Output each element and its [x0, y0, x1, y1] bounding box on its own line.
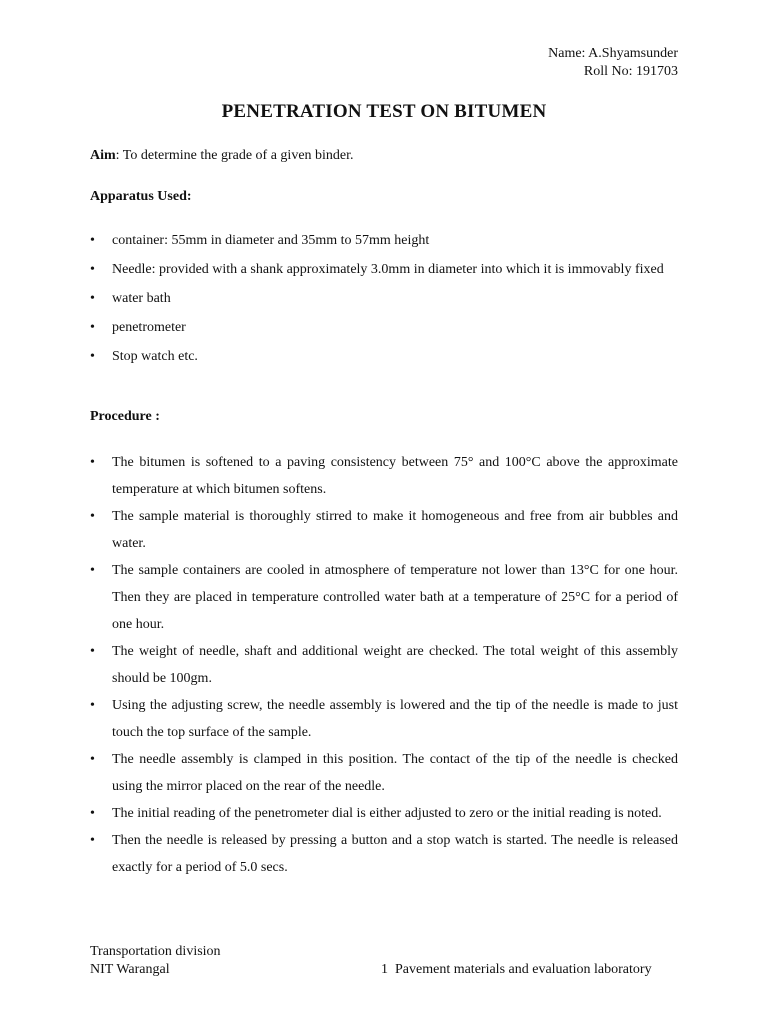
bullet-icon: • — [90, 563, 95, 578]
list-item-text: container: 55mm in diameter and 35mm to 57mm height — [112, 233, 430, 248]
list-item-text: Needle: provided with a shank approximately 3.0mm in diameter into which it is immovably fixed — [112, 262, 664, 277]
procedure-heading: Procedure : — [90, 409, 160, 424]
list-item — [90, 746, 678, 800]
aim-label: Aim — [90, 148, 116, 163]
list-item-text: The needle assembly is clamped in this position. The contact of the tip of the needle is checked using the mirror placed on the rear of the needle. — [112, 752, 678, 794]
list-item-text: water bath — [112, 291, 171, 306]
list-item — [90, 228, 678, 254]
apparatus-heading: Apparatus Used: — [90, 189, 192, 204]
bullet-icon: • — [90, 644, 95, 659]
bullet-icon: • — [90, 806, 95, 821]
aim-paragraph — [90, 148, 678, 164]
bullet-icon: • — [90, 509, 95, 524]
list-item-text: penetrometer — [112, 320, 186, 335]
list-item — [90, 827, 678, 881]
roll-number: Roll No: 191703 — [583, 64, 678, 79]
footer-left — [90, 943, 221, 979]
list-item — [90, 286, 678, 312]
author-block — [548, 45, 678, 81]
list-item-text: The sample containers are cooled in atmosphere of temperature not lower than 13°C for one hour. Then they are placed in temperature controlled water bath at a temperature of 25°C for a period of one hour. — [112, 563, 678, 632]
bullet-icon: • — [90, 349, 95, 364]
page-number: 1 — [381, 962, 388, 977]
list-item-text: The initial reading of the penetrometer dial is either adjusted to zero or the initial reading is noted. — [112, 806, 662, 821]
list-item-text: Using the adjusting screw, the needle assembly is lowered and the tip of the needle is made to just touch the top surface of the sample. — [112, 698, 678, 740]
list-item — [90, 344, 678, 370]
list-item-text: Stop watch etc. — [112, 349, 198, 364]
footer-institute: NIT Warangal — [90, 962, 170, 977]
footer-right — [381, 961, 652, 979]
footer-division: Transportation division — [90, 944, 221, 959]
footer-lab: Pavement materials and evaluation laboratory — [395, 962, 652, 977]
list-item-text: Then the needle is released by pressing a button and a stop watch is started. The needle is released exactly for a period of 5.0 secs. — [112, 833, 678, 875]
list-item — [90, 503, 678, 557]
bullet-icon: • — [90, 698, 95, 713]
list-item — [90, 800, 678, 827]
author-name: Name: A.Shyamsunder — [548, 46, 678, 61]
bullet-icon: • — [90, 320, 95, 335]
apparatus-list — [90, 228, 678, 373]
list-item — [90, 638, 678, 692]
bullet-icon: • — [90, 233, 95, 248]
procedure-list — [90, 449, 678, 881]
list-item-text: The sample material is thoroughly stirred to make it homogeneous and free from air bubbles and water. — [112, 509, 678, 551]
page-title: PENETRATION TEST ON BITUMEN — [221, 101, 547, 122]
aim-text: : To determine the grade of a given binder. — [115, 148, 354, 163]
list-item-text: The bitumen is softened to a paving consistency between 75° and 100°C above the approximate temperature at which bitumen softens. — [112, 455, 678, 497]
bullet-icon: • — [90, 455, 95, 470]
bullet-icon: • — [90, 752, 95, 767]
list-item — [90, 449, 678, 503]
list-item-text: The weight of needle, shaft and additional weight are checked. The total weight of this assembly should be 100gm. — [112, 644, 678, 686]
bullet-icon: • — [90, 833, 95, 848]
list-item — [90, 692, 678, 746]
bullet-icon: • — [90, 262, 95, 277]
list-item — [90, 315, 678, 341]
list-item — [90, 557, 678, 638]
bullet-icon: • — [90, 291, 95, 306]
list-item — [90, 257, 678, 283]
